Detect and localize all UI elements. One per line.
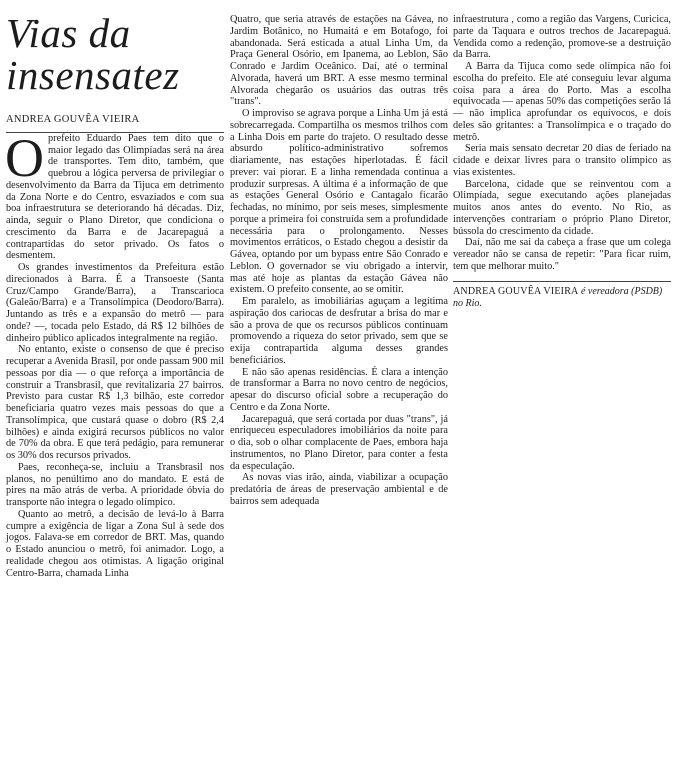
- author-name: ANDREA GOUVÊA VIEIRA: [453, 285, 579, 297]
- article-paragraph-text: prefeito Eduardo Paes tem dito que o maior legado das Olimpíadas será na área de transportes. Tem dito, também, que quebrou a lógica perversa de privilegiar o desenvolvimento da Barra da Tijuca em detrimento da Zona Norte e do Centro, esvaziados e com sua boa infraestrutura se deteriorando há décadas. Diz, ainda, seguir o Plano Diretor, que condiciona o crescimento da Barra e de Jacarepaguá a contrapartidas do setor privado. Os fatos o desmentem.: [6, 132, 224, 262]
- article-paragraph: E não são apenas residências. É clara a intenção de transformar a Barra no novo centro de negócios, apesar do discurso oficial sobre a recuperação do Centro e da Zona Norte.: [230, 366, 448, 413]
- article-paragraph: Em paralelo, as imobiliárias aguçam a legítima aspiração dos cariocas de desfrutar a brisa do mar e são a prova de que os recursos públicos continuam promovendo a riqueza do setor privado, sem que se exija contrapartida alguma desses grandes beneficiários.: [230, 296, 448, 366]
- drop-cap: O: [5, 127, 44, 188]
- article-paragraph: Paes, reconheça-se, incluiu a Transbrasil nos planos, no penúltimo ano do mandato. E está de pires na mão atrás de verba. A prioridade óbvia do transporte não integra o legado olímpico.: [6, 461, 224, 508]
- article-title-line-2: insensatez: [6, 52, 180, 98]
- article-column-1: [6, 0, 224, 579]
- article-paragraph: Quatro, que seria através de estações na Gávea, no Jardim Botânico, no Humaitá e em Botafogo, foi abandonada. Será esticada a atual Linha Um, da Praça General Osório, em Ipanema, ao Leblon, São Conrado e Jardim Oceânico. Daí, até o terminal Alvorada, haverá um BRT. A esse mesmo terminal Alvorada chegarão os usuários das outras três "trans".: [230, 14, 448, 108]
- article-paragraph: Barcelona, cidade que se reinventou com a Olimpíada, segue executando ações planejadas muitos anos antes do evento. No Rio, as intervenções contrariam o próprio Plano Diretor, bússola do crescimento da cidade.: [453, 178, 671, 237]
- article-title-line-1: Vias da: [6, 10, 131, 56]
- article-byline: ANDREA GOUVÊA VIEIRA: [6, 114, 224, 133]
- article-paragraph: Seria mais sensato decretar 20 dias de feriado na cidade e deixar livres para o transito olímpico as vias existentes.: [453, 143, 671, 178]
- article-column-2: [230, 14, 448, 508]
- article-title: [6, 12, 224, 96]
- article-paragraph: Quanto ao metrô, a decisão de levá-lo à Barra cumpre a exigência de ligar a Zona Sul à sede dos jogos. Falava-se em corredor de BRT. Mas, quando o Estado anunciou o metrô, foi animador. Logo, a realidade chegou aos otimistas. A ligação original Centro-Barra, chamada Linha: [6, 508, 224, 579]
- article-paragraph: No entanto, existe o consenso de que é preciso recuperar a Avenida Brasil, por onde passam 900 mil pessoas por dia — o que reforça a importância de construir a Transbrasil, que revitalizaria 27 bairros. Previsto para custar R$ 1,3 bilhão, este corredor beneficiaria quatro vezes mais pessoas do que a Transolímpica, que custará quase o dobro (R$ 2,4 bilhões) e ainda exigirá recursos públicos no valor de 70% da obra. E que terá pedágio, para remunerar os 30% dos recursos privados.: [6, 344, 224, 461]
- article-column-3: [453, 14, 671, 310]
- author-note: [453, 281, 671, 310]
- article-paragraph: [5, 127, 224, 262]
- article-paragraph: Daí, não me sai da cabeça a frase que um colega vereador não se cansa de repetir: "Para ficar ruim, tem que melhorar muito.": [453, 237, 671, 272]
- article-paragraph: A Barra da Tijuca como sede olímpica não foi escolha do prefeito. Ele até conseguiu levar alguma coisa para a área do Porto. Mas a escolha equivocada — apenas 50% das competições serão lá — não implica aprofundar os equívocos, e dois deles são gritantes: a Transolímpica e o traçado do metrô.: [453, 61, 671, 143]
- author-role: é vereadora (PSDB) no Rio.: [453, 285, 663, 309]
- article-paragraph: Jacarepaguá, que será cortada por duas "trans", já enriqueceu especuladores imobiliários da noite para o dia, sob o olhar complacente de Paes, embora haja instrumentos, no Plano Diretor, para conter a festa da especulação.: [230, 413, 448, 472]
- article-paragraph: Os grandes investimentos da Prefeitura estão direcionados à Barra. É a Transoeste (Santa Cruz/Campo Grande/Barra), a Transcarioca (Galeão/Barra) e a Transolímpica (Deodoro/Barra). Juntando as três e a expansão do metrô — para onde? —, tocada pelo Estado, dá R$ 12 bilhões de dinheiro público aplicados integralmente na região.: [6, 262, 224, 344]
- article-paragraph: O improviso se agrava porque a Linha Um já está sobrecarregada. Compartilha os mesmos trilhos com a Linha Dois em parte do trajeto. O resultado desse absurdo político-administrativo sofremos diariamente, nas estações hiperlotadas. É fácil prever: vai piorar. E a linha remendada continua a produzir surpresas. A última é a informação de que as estações General Osório e Cantagalo ficarão fechadas, no mínimo, por seis meses, simplesmente porque a primeira foi construída sem a profundidade necessária para o prolongamento. Nesses movimentos erráticos, o Estado chegou a desistir da Gávea, optando por um bypass entre São Conrado e Leblon. O governador se viu obrigado a intervir, mas até hoje as plantas da estação Gávea não existem. O prefeito consente, ao se omitir.: [230, 108, 448, 296]
- article-paragraph: infraestrutura , como a região das Vargens, Curicica, parte da Taquara e outros trechos de Jacarepaguá. Vendida como a redenção, promove-se a destruição da Barra.: [453, 14, 671, 61]
- article-paragraph: As novas vias irão, ainda, viabilizar a ocupação predatória de áreas de preservação ambiental e de bairros sem adequada: [230, 472, 448, 507]
